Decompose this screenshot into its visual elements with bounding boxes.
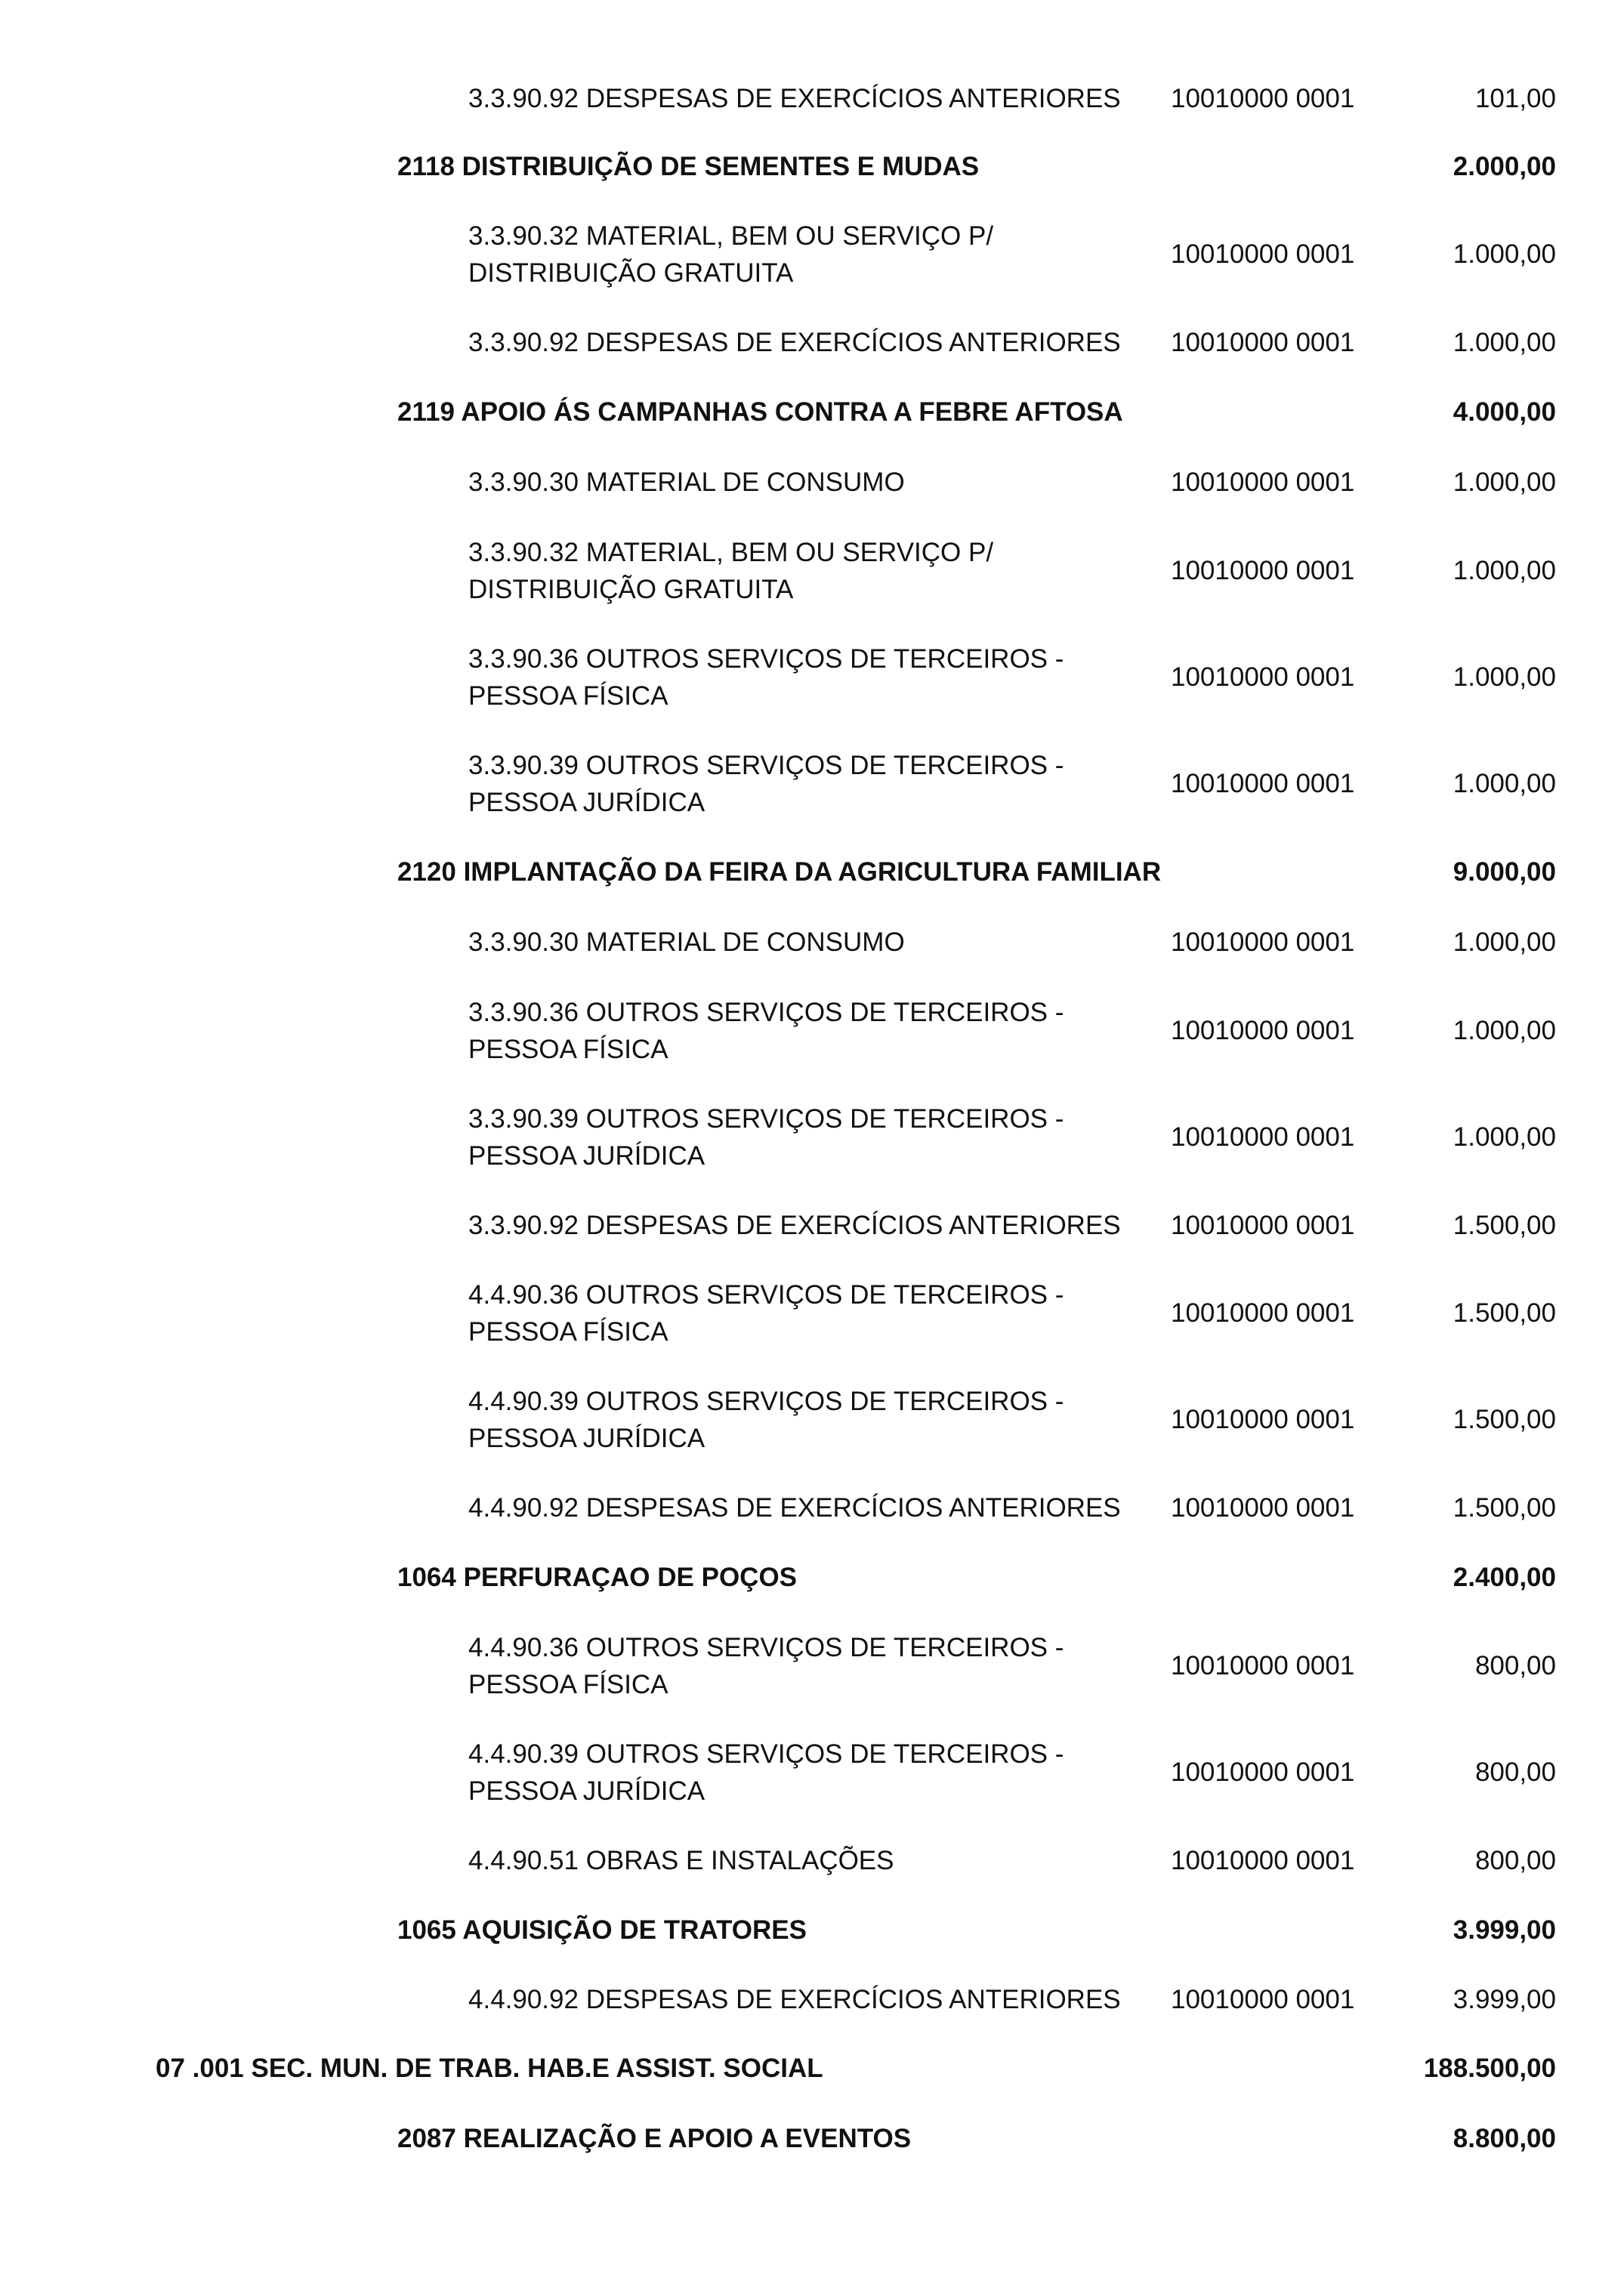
- line-description: 4.4.90.92 DESPESAS DE EXERCÍCIOS ANTERIORES: [468, 1985, 1121, 2014]
- line-value: 1.000,00: [1453, 1016, 1556, 1045]
- line-source-code: 10010000 0001: [1171, 556, 1355, 585]
- line-source-code: 10010000 0001: [1171, 1757, 1355, 1787]
- line-value: 800,00: [1474, 1757, 1556, 1787]
- line-source-code: 10010000 0001: [1171, 84, 1355, 113]
- line-source-code: 10010000 0001: [1171, 1651, 1355, 1680]
- line-value: 1.000,00: [1453, 556, 1556, 585]
- line-description: 4.4.90.36 OUTROS SERVIÇOS DE TERCEIROS - PESSOA FÍSICA: [468, 1280, 1064, 1347]
- action-total: 8.800,00: [1453, 2124, 1556, 2153]
- line-value: 1.000,00: [1453, 927, 1556, 957]
- line-source-code: 10010000 0001: [1171, 1493, 1355, 1523]
- line-value: 1.500,00: [1453, 1211, 1556, 1240]
- line-source-code: 10010000 0001: [1171, 1405, 1355, 1434]
- line-value: 1.000,00: [1453, 662, 1556, 692]
- action-title: 1064 PERFURAÇAO DE POÇOS: [397, 1563, 798, 1592]
- line-value: 3.999,00: [1453, 1985, 1556, 2014]
- action-total: 4.000,00: [1453, 397, 1556, 427]
- action-title: 2087 REALIZAÇÃO E APOIO A EVENTOS: [397, 2124, 912, 2153]
- line-source-code: 10010000 0001: [1171, 1122, 1355, 1152]
- line-description: 3.3.90.30 MATERIAL DE CONSUMO: [468, 927, 905, 957]
- action-title: 2120 IMPLANTAÇÃO DA FEIRA DA AGRICULTURA FAMILIAR: [397, 857, 1162, 887]
- line-description: 3.3.90.30 MATERIAL DE CONSUMO: [468, 468, 905, 497]
- action-total: 3.999,00: [1453, 1915, 1556, 1945]
- line-source-code: 10010000 0001: [1171, 662, 1355, 692]
- line-source-code: 10010000 0001: [1171, 1846, 1355, 1875]
- line-description: 3.3.90.32 MATERIAL, BEM OU SERVIÇO P/ DISTRIBUIÇÃO GRATUITA: [468, 538, 994, 604]
- line-source-code: 10010000 0001: [1171, 328, 1355, 357]
- line-value: 1.500,00: [1453, 1493, 1556, 1523]
- line-value: 1.000,00: [1453, 468, 1556, 497]
- action-total: 2.400,00: [1453, 1563, 1556, 1592]
- line-source-code: 10010000 0001: [1171, 1985, 1355, 2014]
- section-total: 188.500,00: [1423, 2054, 1556, 2083]
- line-description: 3.3.90.92 DESPESAS DE EXERCÍCIOS ANTERIORES: [468, 328, 1121, 357]
- line-description: 4.4.90.36 OUTROS SERVIÇOS DE TERCEIROS - PESSOA FÍSICA: [468, 1633, 1064, 1699]
- line-value: 800,00: [1474, 1846, 1556, 1875]
- line-description: 4.4.90.51 OBRAS E INSTALAÇÕES: [468, 1846, 894, 1875]
- line-value: 1.000,00: [1453, 239, 1556, 269]
- line-description: 3.3.90.39 OUTROS SERVIÇOS DE TERCEIROS - PESSOA JURÍDICA: [468, 751, 1064, 817]
- line-source-code: 10010000 0001: [1171, 769, 1355, 798]
- line-description: 3.3.90.39 OUTROS SERVIÇOS DE TERCEIROS - PESSOA JURÍDICA: [468, 1104, 1064, 1171]
- line-value: 101,00: [1474, 84, 1556, 113]
- line-value: 1.500,00: [1453, 1405, 1556, 1434]
- action-title: 2118 DISTRIBUIÇÃO DE SEMENTES E MUDAS: [397, 152, 980, 181]
- line-description: 3.3.90.36 OUTROS SERVIÇOS DE TERCEIROS - PESSOA FÍSICA: [468, 644, 1064, 711]
- line-value: 800,00: [1474, 1651, 1556, 1680]
- line-value: 1.000,00: [1453, 769, 1556, 798]
- line-source-code: 10010000 0001: [1171, 239, 1355, 269]
- line-description: 3.3.90.92 DESPESAS DE EXERCÍCIOS ANTERIORES: [468, 84, 1121, 113]
- line-value: 1.000,00: [1453, 328, 1556, 357]
- line-description: 3.3.90.92 DESPESAS DE EXERCÍCIOS ANTERIORES: [468, 1211, 1121, 1240]
- line-source-code: 10010000 0001: [1171, 1298, 1355, 1328]
- line-description: 3.3.90.36 OUTROS SERVIÇOS DE TERCEIROS - PESSOA FÍSICA: [468, 998, 1064, 1064]
- line-description: 3.3.90.32 MATERIAL, BEM OU SERVIÇO P/ DISTRIBUIÇÃO GRATUITA: [468, 221, 994, 288]
- line-description: 4.4.90.39 OUTROS SERVIÇOS DE TERCEIROS - PESSOA JURÍDICA: [468, 1387, 1064, 1453]
- line-source-code: 10010000 0001: [1171, 927, 1355, 957]
- action-title: 1065 AQUISIÇÃO DE TRATORES: [397, 1915, 807, 1945]
- action-total: 2.000,00: [1453, 152, 1556, 181]
- action-total: 9.000,00: [1453, 857, 1556, 887]
- line-value: 1.000,00: [1453, 1122, 1556, 1152]
- line-source-code: 10010000 0001: [1171, 1016, 1355, 1045]
- line-source-code: 10010000 0001: [1171, 1211, 1355, 1240]
- section-title: 07 .001 SEC. MUN. DE TRAB. HAB.E ASSIST. SOCIAL: [156, 2054, 823, 2083]
- action-title: 2119 APOIO ÁS CAMPANHAS CONTRA A FEBRE AFTOSA: [397, 397, 1123, 427]
- line-value: 1.500,00: [1453, 1298, 1556, 1328]
- line-description: 4.4.90.92 DESPESAS DE EXERCÍCIOS ANTERIORES: [468, 1493, 1121, 1523]
- line-source-code: 10010000 0001: [1171, 468, 1355, 497]
- line-description: 4.4.90.39 OUTROS SERVIÇOS DE TERCEIROS - PESSOA JURÍDICA: [468, 1739, 1064, 1806]
